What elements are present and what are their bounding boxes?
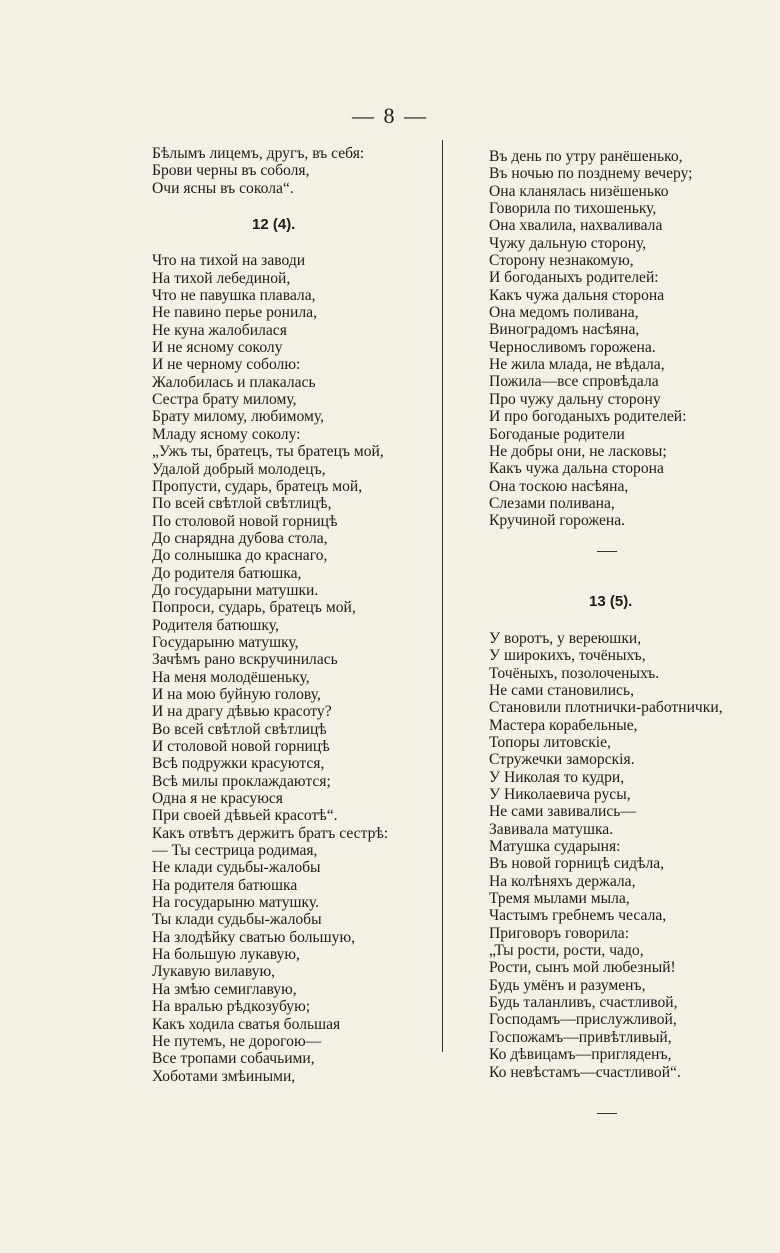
verse-line: Въ ночью по позднему вечеру; xyxy=(489,165,693,183)
verse-line: Топоры литовскіе, xyxy=(489,733,611,751)
verse-line: Не куна жалобилася xyxy=(152,321,287,339)
verse-line: Пропусти, сударь, братецъ мой, xyxy=(152,477,363,495)
verse-line: На большую лукавую, xyxy=(152,946,300,964)
verse-line: Рости, сынъ мой любезный! xyxy=(489,959,676,977)
verse-line: Господамъ—прислужливой, xyxy=(489,1011,677,1029)
verse-line: Черносливомъ горожена. xyxy=(489,338,656,356)
verse-line: Не путемъ, не дорогою— xyxy=(152,1032,322,1050)
verse-line: Бѣлымъ лицемъ, другъ, въ себя: xyxy=(152,145,365,162)
verse-line: Зачѣмъ рано вскручинилась xyxy=(152,651,338,669)
verse-line: И богоданыхъ родителей: xyxy=(489,269,659,287)
verse-line: И на драгу дѣвью красоту? xyxy=(152,703,332,721)
verse-line: На змѣю семиглавую, xyxy=(152,980,297,998)
song-13-text xyxy=(489,630,723,1081)
verse-line: Во всей свѣтлой свѣтлицѣ xyxy=(152,720,327,738)
verse-line: Слезами поливана, xyxy=(489,494,615,512)
verse-line: Государыню матушку, xyxy=(152,633,299,651)
section-divider-dash xyxy=(597,551,617,552)
verse-line: — Ты сестрица родимая, xyxy=(152,842,318,860)
song-12-heading: 12 (4). xyxy=(252,216,296,234)
verse-line: Что не павушка плавала, xyxy=(152,287,316,305)
verse-line: По всей свѣтлой свѣтлицѣ, xyxy=(152,495,332,513)
verse-line: Матушка сударыня: xyxy=(489,838,621,856)
verse-line: Она кланялась низёшенько xyxy=(489,182,669,200)
song-12-text xyxy=(152,252,388,1085)
verse-line: Не сами завивались— xyxy=(489,803,636,821)
verse-line: И столовой новой горницѣ xyxy=(152,738,330,755)
verse-line: Жалобилась и плакалась xyxy=(152,373,316,391)
verse-line: Не добры они, не ласковы; xyxy=(489,442,667,460)
verse-line: Точёныхъ, позолоченыхъ. xyxy=(489,664,660,682)
intro-stanza xyxy=(152,145,388,197)
verse-line: И не черному соболю: xyxy=(152,356,301,374)
column-divider xyxy=(442,140,443,1052)
verse-line: До снарядна дубова стола, xyxy=(152,529,328,547)
right-column xyxy=(489,148,723,1114)
verse-line: Ты клади судьбы-жалобы xyxy=(152,911,322,929)
verse-line: Въ день по утру ранёшенько, xyxy=(489,148,683,165)
verse-line: Не павино перье ронила, xyxy=(152,304,317,322)
verse-line: На тихой лебединой, xyxy=(152,269,291,287)
verse-line: Брови черны въ соболя, xyxy=(152,162,310,180)
verse-line: На родителя батюшка xyxy=(152,876,298,894)
verse-line: Богоданые родители xyxy=(489,425,625,443)
verse-line: На государыню матушку. xyxy=(152,894,320,912)
verse-line: Становили плотнички-работнички, xyxy=(489,699,723,717)
verse-line: Какъ отвѣтъ держитъ братъ сестрѣ: xyxy=(152,824,389,842)
verse-line: Стружечки заморскія. xyxy=(489,751,635,769)
verse-line: Чужу дальную сторону, xyxy=(489,234,647,252)
verse-line: Попроси, сударь, братецъ мой, xyxy=(152,599,356,617)
verse-line: „Ты рости, рости, чадо, xyxy=(489,942,644,960)
verse-line: Лукавую вилавую, xyxy=(152,963,276,981)
verse-line: Какъ чужа дальна сторона xyxy=(489,460,664,478)
verse-line: Брату милому, любимому, xyxy=(152,408,325,426)
verse-line: Сторону незнакомую, xyxy=(489,252,634,270)
verse-line: У Николаевича русы, xyxy=(489,786,631,803)
verse-line: Тремя мылами мыла, xyxy=(489,890,630,908)
verse-line: И не ясному соколу xyxy=(152,339,283,357)
song-13-heading: 13 (5). xyxy=(589,592,633,610)
verse-line: Не клади судьбы-жалобы xyxy=(152,859,321,877)
verse-line: На колѣняхъ держала, xyxy=(489,872,636,890)
verse-line: Всѣ подружки красуются, xyxy=(152,755,325,773)
verse-line: Что на тихой на заводи xyxy=(152,252,306,270)
verse-line: На злодѣйку сватью большую, xyxy=(152,928,356,946)
end-divider-dash xyxy=(597,1113,617,1114)
verse-line: Частымъ гребнемъ чесала, xyxy=(489,907,667,925)
verse-line: До родителя батюшка, xyxy=(152,564,302,582)
verse-line: До государыни матушки. xyxy=(152,581,319,599)
verse-line: Виноградомъ насѣяна, xyxy=(489,321,640,339)
verse-line: До солнышка до краснаго, xyxy=(152,547,328,565)
verse-line: Про чужу дальну сторону xyxy=(489,390,661,408)
verse-line: У воротъ, у вереюшки, xyxy=(489,629,642,647)
continuation-stanza xyxy=(489,148,723,530)
verse-line: Удалой добрый молодецъ, xyxy=(152,460,326,478)
verse-line: Сестра брату милому, xyxy=(152,391,297,409)
verse-line: Госпожамъ—привѣтливый, xyxy=(489,1028,672,1046)
verse-line: По столовой новой горницѣ xyxy=(152,512,338,530)
verse-line: Пожила—все спровѣдала xyxy=(489,373,659,391)
verse-line: Ко невѣстамъ—счастливой“. xyxy=(489,1063,681,1081)
verse-line: Говорила по тихошеньку, xyxy=(489,200,657,218)
verse-line: Какъ чужа дальня сторона xyxy=(489,286,665,304)
left-column xyxy=(152,145,388,1085)
verse-line: И на мою буйную голову, xyxy=(152,685,321,703)
verse-line: На вралью рѣдкозубую; xyxy=(152,998,311,1016)
verse-line: Завивала матушка. xyxy=(489,820,614,838)
verse-line: Будь таланливъ, счастливой, xyxy=(489,994,678,1012)
verse-line: Младу ясному соколу: xyxy=(152,425,301,443)
verse-line: Приговоръ говорила: xyxy=(489,924,630,942)
verse-line: Мастера корабельные, xyxy=(489,716,638,734)
verse-line: При своей дѣвьей красотѣ“. xyxy=(152,807,338,825)
verse-line: У широкихъ, точёныхъ, xyxy=(489,647,646,665)
verse-line: Всѣ милы проклаждаются; xyxy=(152,772,331,790)
verse-line: Очи ясны въ сокола“. xyxy=(152,179,294,197)
verse-line: Она хвалила, нахваливала xyxy=(489,217,663,235)
verse-line: Какъ ходила сватья большая xyxy=(152,1015,341,1033)
verse-line: Одна я не красуюся xyxy=(152,790,283,808)
verse-line: Родителя батюшку, xyxy=(152,616,279,634)
verse-line: Въ новой горницѣ сидѣла, xyxy=(489,855,665,873)
page-number: — 8 — xyxy=(352,103,428,128)
verse-line: И про богоданыхъ родителей: xyxy=(489,408,687,426)
verse-line: Она медомъ поливана, xyxy=(489,304,639,322)
verse-line: Кручиной горожена. xyxy=(489,512,626,530)
verse-line: Ко дѣвицамъ—пригляденъ, xyxy=(489,1046,672,1064)
verse-line: Не сами становились, xyxy=(489,681,634,699)
verse-line: Не жила млада, не вѣдала, xyxy=(489,356,665,374)
verse-line: Будь умёнъ и разуменъ, xyxy=(489,976,646,994)
verse-line: Она тоскою насѣяна, xyxy=(489,477,629,495)
verse-line: „Ужъ ты, братецъ, ты братецъ мой, xyxy=(152,443,384,461)
verse-line: Все тропами собачьими, xyxy=(152,1050,315,1068)
verse-line: На меня молодёшеньку, xyxy=(152,668,310,686)
verse-line: Хоботами змѣиными, xyxy=(152,1067,296,1085)
verse-line: У Николая то кудри, xyxy=(489,768,625,786)
